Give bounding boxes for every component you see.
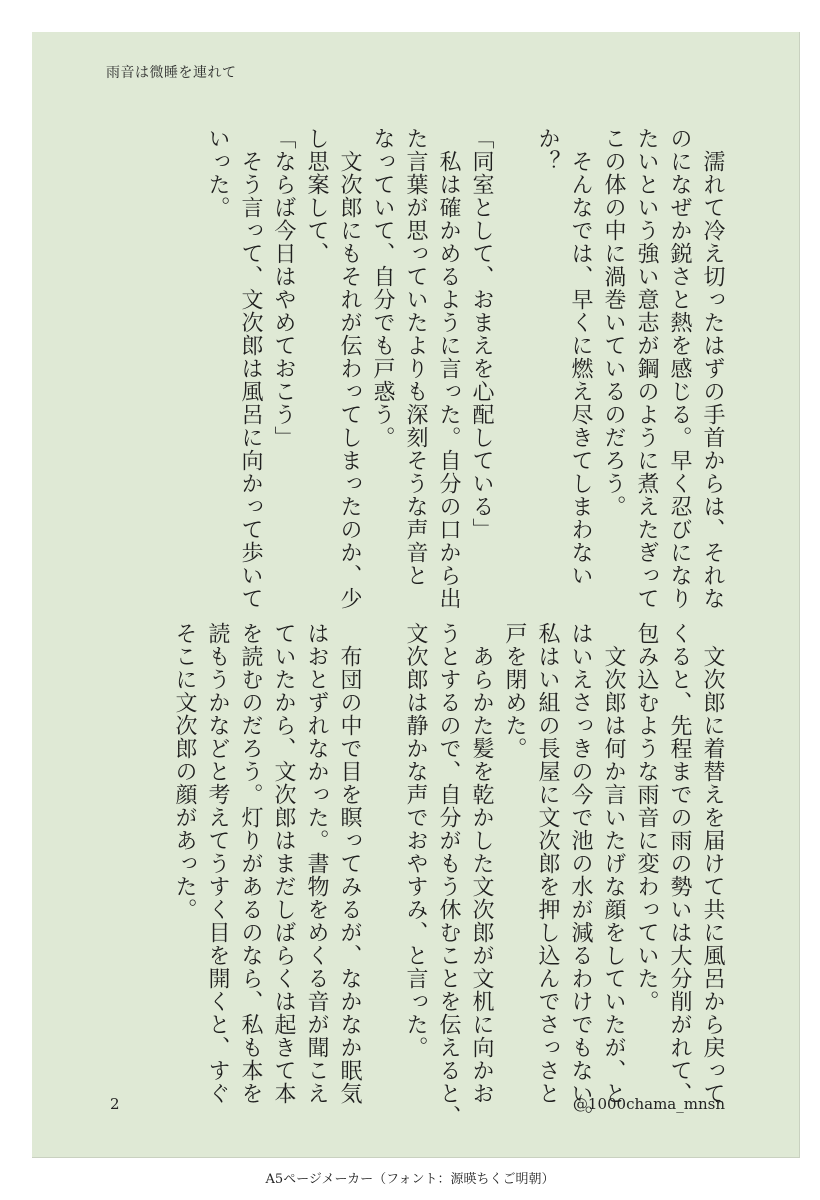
text-line: この体の中に渦巻いているのだろう。 bbox=[601, 127, 626, 518]
text-line bbox=[366, 622, 399, 1042]
text-line: そう言って、文次郎は風呂に向かって歩いて bbox=[238, 127, 263, 610]
text-line: 私は確かめるように言った。自分の口から出 bbox=[436, 127, 461, 610]
text-line: のになぜか鋭さと熱を感じる。早く忍びになり bbox=[667, 127, 692, 610]
text-line: 「同室として、おまえを心配している」 bbox=[469, 127, 494, 541]
text-line: はおとずれなかった。書物をめくる音が聞こえ bbox=[304, 622, 329, 1105]
text-line: 読もうかなどと考えてうすく目を開くと、すぐ bbox=[205, 622, 230, 1105]
text-line: 「ならば今日はやめておこう」 bbox=[271, 127, 296, 449]
text-line: を読むのだろう。灯りがあるのなら、私も本を bbox=[238, 622, 263, 1105]
author-credit: @1000chama_mnsn bbox=[572, 1095, 725, 1113]
text-line: いった。 bbox=[205, 127, 230, 219]
text-line: 文次郎にもそれが伝わってしまったのか、少 bbox=[337, 127, 362, 610]
running-title: 雨音は微睡を連れて bbox=[106, 65, 237, 81]
text-line: し思案して、 bbox=[304, 127, 329, 265]
text-line: あらかた髪を乾かした文次郎が文机に向かお bbox=[469, 622, 494, 1105]
text-line: たいという強い意志が鋼のように煮えたぎって bbox=[634, 127, 659, 610]
page-maker-caption: A5ページメーカー（フォント：源暎ちくご明朝） bbox=[265, 1172, 555, 1187]
page-number: 2 bbox=[110, 1095, 120, 1113]
text-line: 私はい組の長屋に文次郎を押し込んでさっさと bbox=[535, 622, 560, 1105]
text-line bbox=[498, 127, 531, 577]
text-line: た言葉が思っていたよりも深刻そうな声音と bbox=[403, 127, 428, 587]
text-line: 戸を閉めた。 bbox=[502, 622, 527, 760]
page bbox=[32, 32, 800, 1158]
text-line: 文次郎は静かな声でおやすみ、と言った。 bbox=[403, 622, 428, 1059]
text-line: そんなでは、早くに燃え尽きてしまわない bbox=[568, 127, 593, 587]
text-line: 文次郎に着替えを届けて共に風呂から戻って bbox=[700, 622, 725, 1105]
text-line: うとするので、自分がもう休むことを伝えると、 bbox=[436, 622, 461, 1128]
text-line: なっていて、自分でも戸惑う。 bbox=[370, 127, 395, 449]
text-line: ていたから、文次郎はまだしばらくは起きて本 bbox=[271, 622, 296, 1105]
text-line: 濡れて冷え切ったはずの手首からは、それな bbox=[700, 127, 725, 610]
text-line: 包み込むような雨音に変わっていた。 bbox=[634, 622, 659, 1013]
text-line: はいえさっきの今で池の水が減るわけでもない。 bbox=[568, 622, 593, 1128]
text-line: くると、先程までの雨の勢いは大分削がれて、 bbox=[667, 622, 692, 1105]
text-line: 文次郎は何か言いたげな顔をしていたが、と bbox=[601, 622, 626, 1105]
text-block-upper bbox=[201, 127, 729, 610]
text-line: 布団の中で目を瞑ってみるが、なかなか眠気 bbox=[337, 622, 362, 1105]
text-line: か？ bbox=[535, 127, 560, 173]
text-line: そこに文次郎の顔があった。 bbox=[172, 622, 197, 921]
